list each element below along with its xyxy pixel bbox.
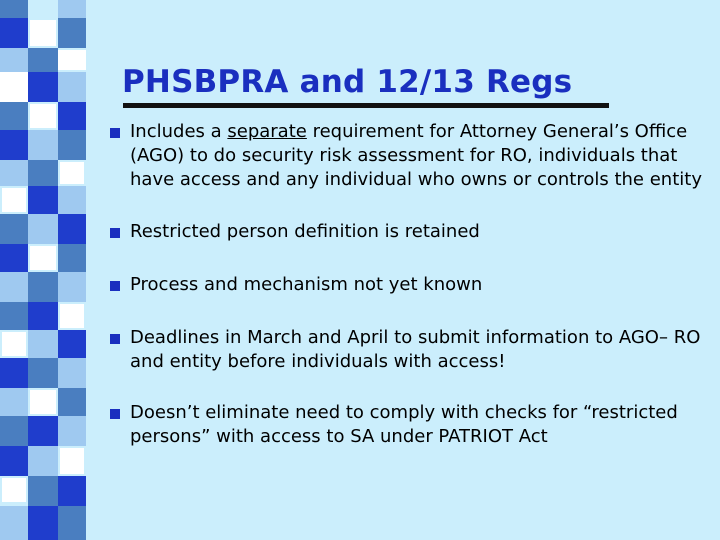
strip-square [0,272,28,302]
strip-square [0,388,28,416]
strip-square [0,102,28,130]
strip-square [30,390,56,414]
strip-square [0,130,28,160]
strip-square [60,448,84,474]
strip-square [58,0,86,18]
strip-square [58,272,86,302]
strip-square [28,476,58,506]
strip-square [58,416,86,446]
bullet-text: Deadlines in March and April to submit information to AGO– RO and entity before individuals with access! [130,327,701,372]
strip-square [58,72,86,102]
title-underline-rule [123,103,609,108]
strip-square [0,214,28,244]
strip-square [0,72,28,102]
strip-square [28,186,58,214]
strip-square [0,244,28,272]
strip-square [2,478,26,502]
bullet-square-icon [110,409,120,419]
bullet-square-icon [110,281,120,291]
strip-square [28,0,58,18]
strip-square [28,72,58,102]
strip-square [58,388,86,416]
bullet-item-patriot-act [110,401,710,449]
strip-square [28,214,58,244]
bullet-text-emphasis: separate [227,121,307,142]
strip-square [0,446,28,476]
strip-square [58,244,86,272]
bullet-square-icon [110,128,120,138]
bullet-text: Doesn’t eliminate need to comply with checks for “restricted persons” with access to SA under PATRIOT Act [130,402,678,447]
strip-square [0,358,28,388]
strip-square [58,358,86,388]
strip-square [58,18,86,48]
strip-square [0,506,28,540]
strip-square [0,0,28,18]
strip-square [58,186,86,214]
strip-square [58,102,86,130]
bullet-text: Process and mechanism not yet known [130,274,483,295]
slide-title: PHSBPRA and 12/13 Regs [122,64,573,100]
strip-square [30,104,56,128]
strip-square [58,506,86,540]
bullet-square-icon [110,334,120,344]
strip-square [28,358,58,388]
strip-square [0,160,28,186]
bullet-item-ago-assessment [110,120,710,192]
strip-square [28,506,58,540]
bullet-text-part: Includes a [130,121,228,142]
bullet-text-part: requirement for Attorney General’s Office (AGO) to do security risk assessment for RO, individuals that have access and any individual who owns or controls the entity [130,121,702,190]
bullet-item-restricted-person [110,220,710,244]
strip-square [30,20,56,46]
bullet-list [110,120,710,449]
strip-square [58,476,86,506]
strip-square [28,130,58,160]
strip-square [28,446,58,476]
strip-square [58,130,86,160]
strip-square [60,162,84,184]
strip-square [0,48,28,72]
strip-square [28,48,58,72]
strip-square [30,246,56,270]
strip-square [28,416,58,446]
strip-square [28,272,58,302]
strip-square [60,304,84,328]
strip-square [28,330,58,358]
strip-square [58,214,86,244]
strip-square [2,188,26,212]
bullet-square-icon [110,228,120,238]
strip-square [28,160,58,186]
strip-square [58,330,86,358]
strip-square [2,332,26,356]
strip-square [0,416,28,446]
strip-square [58,50,86,70]
bullet-item-deadlines [110,326,710,374]
strip-square [28,302,58,330]
bullet-text: Restricted person definition is retained [130,221,480,242]
strip-square [0,302,28,330]
decorative-left-strip [0,0,86,540]
strip-square [0,18,28,48]
bullet-item-process [110,273,710,297]
